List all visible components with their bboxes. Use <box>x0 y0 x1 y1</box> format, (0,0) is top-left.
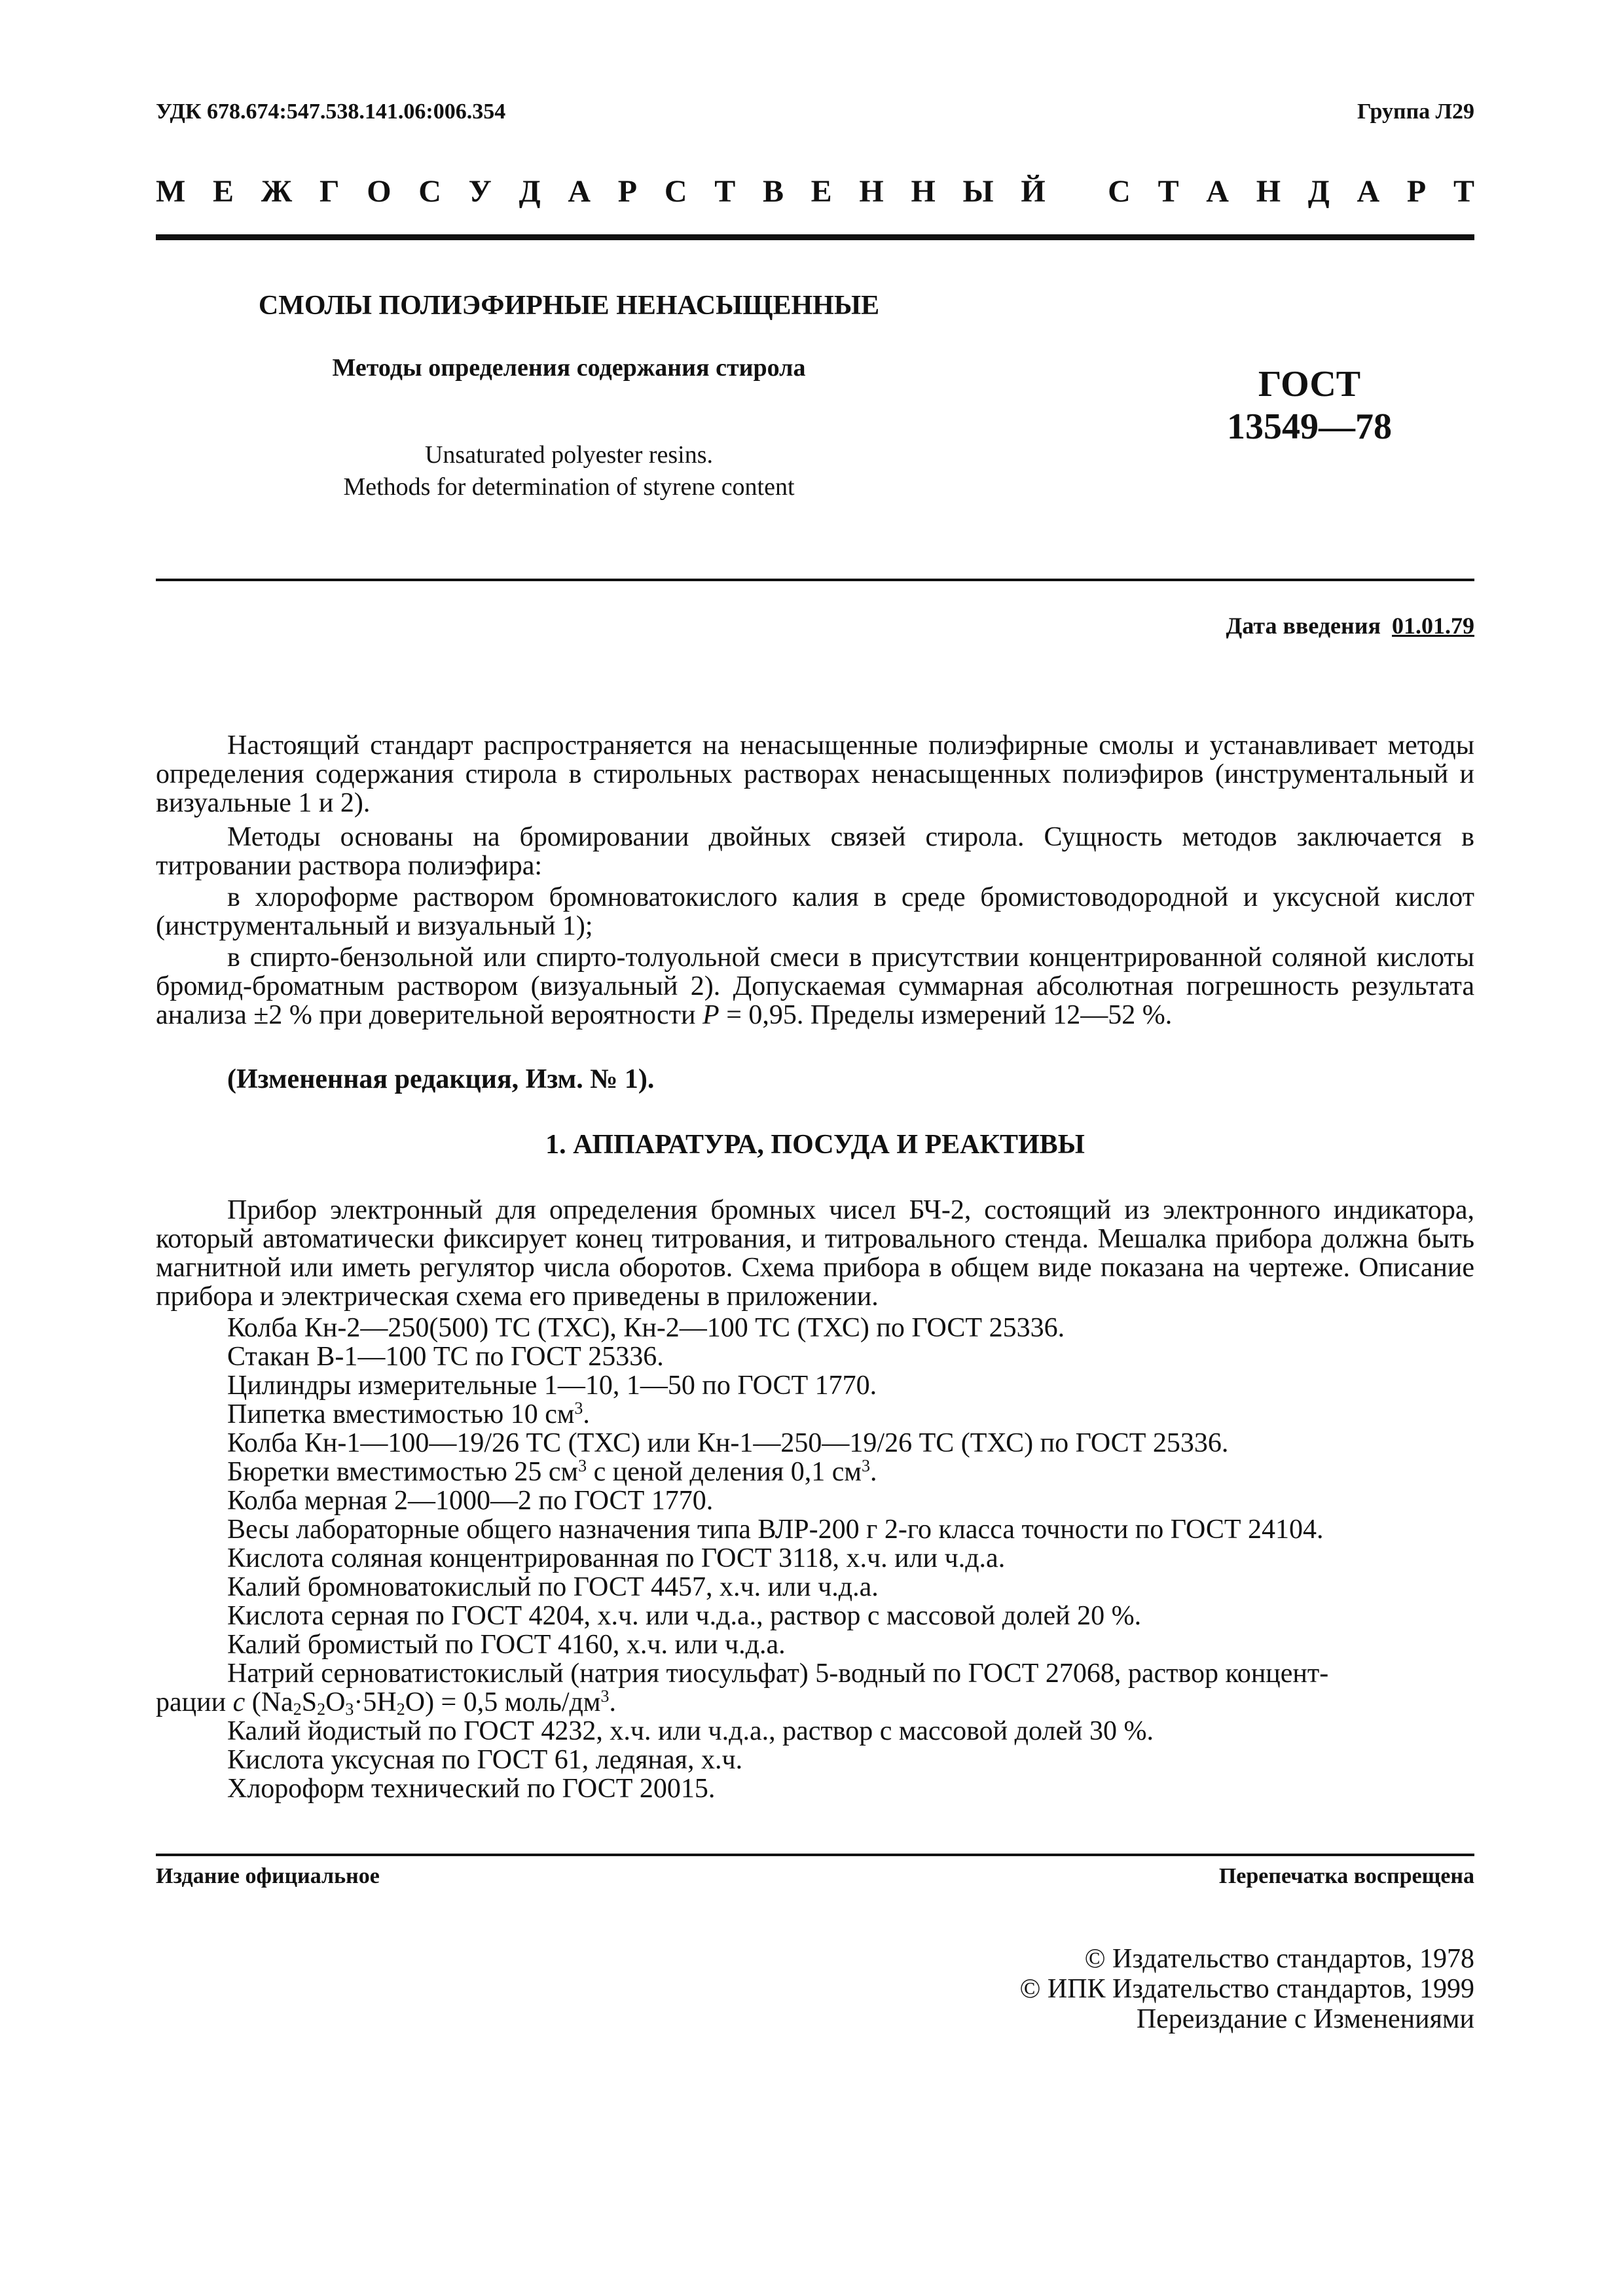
gost-number: 13549—78 <box>1227 406 1392 447</box>
item-sub: 3 <box>345 1700 354 1719</box>
banner-letter: О <box>367 174 392 209</box>
materials-list <box>156 1313 1474 1804</box>
list-item: Кислота серная по ГОСТ 4204, х.ч. или ч.д.а., раствор с массовой долей 20 %. <box>227 1601 1142 1631</box>
intro-paragraph-4 <box>156 943 1474 1030</box>
item-text: рации <box>156 1687 233 1717</box>
banner-letter <box>1072 173 1080 209</box>
banner-letter: Ы <box>962 174 994 209</box>
item-sub: 2 <box>317 1700 326 1719</box>
list-item: Колба мерная 2—1000—2 по ГОСТ 1770. <box>227 1486 714 1516</box>
list-item: Хлороформ технический по ГОСТ 20015. <box>227 1774 716 1804</box>
item-text: Пипетка вместимостью 10 см <box>227 1399 575 1429</box>
udk-code: УДК 678.674:547.538.141.06:006.354 <box>156 99 506 124</box>
list-item: Кислота соляная концентрированная по ГОСТ 3118, х.ч. или ч.д.а. <box>227 1543 1006 1573</box>
banner-letter: Н <box>911 174 936 209</box>
intro-paragraph-2: Методы основаны на бромировании двойных связей стирола. Сущность методов заключается в титровании раствора полиэфира: <box>156 822 1474 881</box>
banner-letter: А <box>1206 174 1229 209</box>
title-rule <box>156 579 1474 581</box>
intro-date-label: Дата введения <box>1226 613 1381 639</box>
list-item: Колба Кн-2—250(500) ТС (ТХС), Кн-2—100 ТС (ТХС) по ГОСТ 25336. <box>227 1313 1065 1343</box>
banner-letter: Д <box>519 174 541 209</box>
document-subtitle: Методы определения содержания стирола <box>332 354 806 382</box>
intro-p4-var: P <box>702 1000 720 1030</box>
list-item <box>227 1458 1474 1486</box>
standard-banner <box>156 173 1474 209</box>
list-item: Колба Кн-1—100—19/26 ТС (ТХС) или Кн-1—250—19/26 ТС (ТХС) по ГОСТ 25336. <box>227 1428 1229 1458</box>
list-item <box>227 1400 1474 1429</box>
item-sub: 2 <box>396 1700 405 1719</box>
banner-letter: Р <box>1406 174 1427 209</box>
banner-letter: Д <box>1307 174 1330 209</box>
group-code: Группа Л29 <box>1357 99 1474 124</box>
banner-letter: С <box>664 174 687 209</box>
list-item: Калий бромистый по ГОСТ 4160, х.ч. или ч.д.а. <box>227 1630 786 1660</box>
list-item: Цилиндры измерительные 1—10, 1—50 по ГОСТ 1770. <box>227 1371 877 1401</box>
copyright-1999: © ИПК Издательство стандартов, 1999 <box>1019 1974 1474 2004</box>
item-sup: 3 <box>600 1687 610 1706</box>
intro-date <box>1226 612 1475 639</box>
banner-letter: Н <box>859 174 884 209</box>
intro-p4-text-a: в спирто-бензольной или спирто-толуольной смеси в присутствии концентрированной соляной кислоты бромид-броматным раствором (визуальный 2). Допускаемая суммарная абсолютная погрешность результата анализа ±2 % при доверительной вероятности <box>156 942 1474 1030</box>
list-item: Натрий серноватистокислый (натрия тиосульфат) 5-водный по ГОСТ 27068, раствор концент- <box>227 1659 1329 1689</box>
banner-letter: Т <box>714 174 736 209</box>
official-edition: Издание официальное <box>156 1864 380 1888</box>
item-sub: 2 <box>293 1700 302 1719</box>
item-sup: 3 <box>578 1456 587 1475</box>
english-title-line1: Unsaturated polyester resins. <box>424 441 714 469</box>
list-item: Кислота уксусная по ГОСТ 61, ледяная, х.ч. <box>227 1745 743 1775</box>
banner-letter: Е <box>811 174 832 209</box>
item-text: (Na <box>245 1687 293 1717</box>
item-text: ·5H <box>354 1687 397 1717</box>
banner-letter: М <box>156 174 186 209</box>
banner-letter: С <box>418 174 441 209</box>
list-item: Калий йодистый по ГОСТ 4232, х.ч. или ч.д.а., раствор с массовой долей 30 %. <box>227 1716 1154 1746</box>
copyright-block <box>1019 1944 1474 2034</box>
banner-letter: Р <box>617 174 638 209</box>
amendment-note: (Измененная редакция, Изм. № 1). <box>227 1064 655 1094</box>
banner-letter: Т <box>1453 174 1474 209</box>
item-text: S <box>301 1687 318 1717</box>
item-end: . <box>609 1687 616 1717</box>
english-title-line2: Methods for determination of styrene content <box>343 473 795 501</box>
item-end: . <box>869 1457 877 1487</box>
intro-date-value: 01.01.79 <box>1392 613 1474 639</box>
document-title: СМОЛЫ ПОЛИЭФИРНЫЕ НЕНАСЫЩЕННЫЕ <box>258 291 880 321</box>
list-item-continuation <box>156 1688 1474 1717</box>
gost-label: ГОСТ <box>1258 364 1361 404</box>
section1-heading: 1. АППАРАТУРА, ПОСУДА И РЕАКТИВЫ <box>545 1130 1085 1160</box>
banner-letter: Е <box>213 174 234 209</box>
item-sup: 3 <box>861 1456 870 1475</box>
item-sup: 3 <box>574 1399 583 1418</box>
intro-paragraph-3: в хлороформе раствором бромноватокислого калия в среде бромистоводородной и уксусной кислот (инструментальный и визуальный 1); <box>156 882 1474 941</box>
list-item: Калий бромноватокислый по ГОСТ 4457, х.ч. или ч.д.а. <box>227 1572 879 1602</box>
banner-letter: Т <box>1158 174 1179 209</box>
list-item: Стакан В-1—100 ТС по ГОСТ 25336. <box>227 1342 664 1372</box>
banner-letter: Н <box>1256 174 1281 209</box>
list-item: Весы лабораторные общего назначения типа ВЛР-200 г 2-го класса точности по ГОСТ 24104. <box>227 1515 1324 1545</box>
item-text: с ценой деления 0,1 см <box>587 1457 862 1487</box>
banner-letter: Г <box>319 174 340 209</box>
section1-paragraph: Прибор электронный для определения бромных чисел БЧ-2, состоящий из электронного индикатора, который автоматически фиксирует конец титрования, и титровального стенда. Мешалка прибора должна быть магнитной или иметь регулятор числа оборотов. Схема прибора в общем виде показана на чертеже. Описание прибора и электрическая схема его приведены в приложении. <box>156 1195 1474 1312</box>
banner-letter: Ж <box>261 174 293 209</box>
reissue-note: Переиздание с Изменениями <box>1136 2004 1474 2034</box>
banner-letter: В <box>762 174 784 209</box>
banner-letter: Й <box>1021 174 1046 209</box>
reprint-prohibited: Перепечатка воспрещена <box>1218 1864 1474 1888</box>
footer-rule <box>156 1854 1474 1856</box>
intro-p4-text-b: = 0,95. Пределы измерений 12—52 %. <box>719 1000 1173 1030</box>
item-text: Бюретки вместимостью 25 см <box>227 1457 579 1487</box>
banner-letter: А <box>1357 174 1380 209</box>
item-text: O) = 0,5 моль/дм <box>405 1687 601 1717</box>
banner-letter: А <box>568 174 591 209</box>
banner-letter: У <box>468 174 492 209</box>
header-thick-rule <box>156 234 1474 240</box>
copyright-1978: © Издательство стандартов, 1978 <box>1084 1944 1474 1974</box>
banner-letter: С <box>1108 174 1131 209</box>
intro-paragraph-1: Настоящий стандарт распространяется на ненасыщенные полиэфирные смолы и устанавливает методы определения содержания стирола в стирольных растворах ненасыщенных полиэфиров (инструментальный и визуальные 1 и 2). <box>156 730 1474 818</box>
item-var: c <box>232 1687 246 1717</box>
item-text: O <box>325 1687 346 1717</box>
item-end: . <box>583 1399 590 1429</box>
